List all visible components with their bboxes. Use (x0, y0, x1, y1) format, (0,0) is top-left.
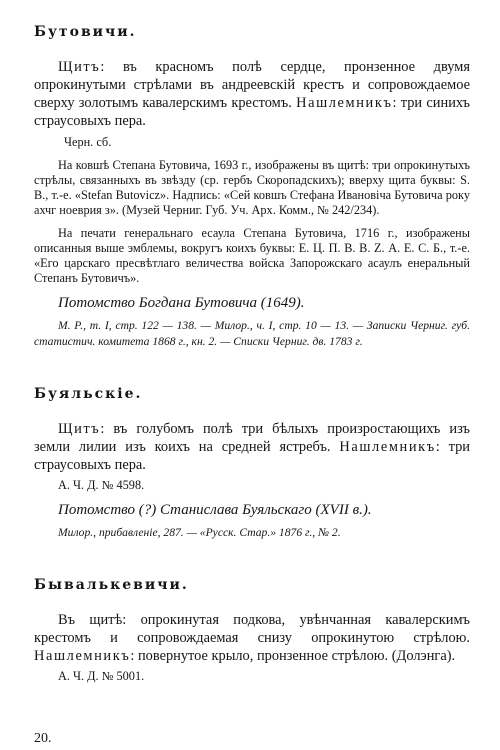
crest-label: Нашлемникъ (296, 95, 393, 111)
shield-description: Въ щитѣ: опрокинутая подкова, увѣнчанная кавалерскимъ крестомъ и сопровождаемая снизу опрокинутою стрѣлою. (34, 612, 470, 646)
entry-buyalsky (34, 386, 470, 541)
entry-butovich (34, 24, 470, 350)
section-title: Буяльскіе. (34, 386, 143, 402)
family-line: Потомство (?) Станислава Буяльскаго (XVII в.). (58, 502, 372, 518)
shield-description: : въ голубомъ полѣ три бѣлыхъ произростающихъ изъ земли лилии изъ коихъ на средней ястребъ. (34, 421, 470, 455)
family-line: Потомство Богдана Бутовича (1649). (58, 295, 305, 311)
page-number: 20. (34, 731, 52, 746)
source-reference: Черн. сб. (64, 135, 112, 149)
section-title: Бывалькевичи. (34, 577, 189, 593)
crest-description: : три страусовыхъ пера. (34, 439, 470, 473)
entry-byvalkevich (34, 577, 470, 684)
blazon-paragraph (34, 611, 470, 665)
citation: М. Р., т. I, стр. 122 — 138. — Милор., ч. I, стр. 10 — 13. — Записки Черниг. губ. статистич. комитета 1868 г., кн. 2. — Списки Черниг. дв. 1783 г. (34, 319, 470, 348)
section-spacer (34, 350, 470, 386)
shield-description: : въ красномъ полѣ сердце, пронзенное двумя опрокинутыми стрѣлами въ андреевскій крестъ и сопровождаемое сверху золотымъ кавалерскимъ крестомъ. (34, 59, 470, 111)
archive-reference: А. Ч. Д. № 4598. (58, 478, 145, 492)
section-title: Бутовичи. (34, 24, 137, 40)
citation: Милор., прибавленіе, 287. — «Русск. Стар.» 1876 г., № 2. (58, 526, 341, 539)
document-page (34, 24, 470, 684)
crest-description: : три синихъ страусовыхъ пера. (34, 95, 470, 129)
crest-description: : повернутое крыло, пронзенное стрѣлою. (Долэнга). (130, 648, 456, 664)
crest-label: Нашлемникъ (34, 648, 131, 664)
seal-note: На печати генеральнаго есаула Степана Бутовича, 1716 г., изображены описанныя выше эмблемы, вокругъ коихъ буквы: Е. Ц. П. В. В. Z. А. Е. С. Б., т.-е. «Его царскаго пресвѣтлаго величества войска Запорожскаго асаулъ енеральный Степанъ Бутовичъ». (34, 226, 470, 285)
section-spacer (34, 541, 470, 577)
blazon-paragraph (34, 58, 470, 130)
archive-reference: А. Ч. Д. № 5001. (58, 669, 145, 683)
ladle-note: На ковшѣ Степана Бутовича, 1693 г., изображены въ щитѣ: три опрокинутыхъ стрѣлы, связанныхъ въ звѣзду (ср. гербъ Скоропадскихъ); вверху щита буквы: S. B., т.-е. «Stefan Butovicz». Надпись: «Сей ковшъ Стефана Ивановіча Бутовича року ахчг ноеврия з». (Музей Черниг. Губ. Уч. Арх. Комм., № 242/234). (34, 158, 470, 217)
shield-label: Щитъ (58, 421, 101, 437)
shield-label: Щитъ (58, 59, 101, 75)
blazon-paragraph (34, 420, 470, 474)
crest-label: Нашлемникъ (339, 439, 436, 455)
